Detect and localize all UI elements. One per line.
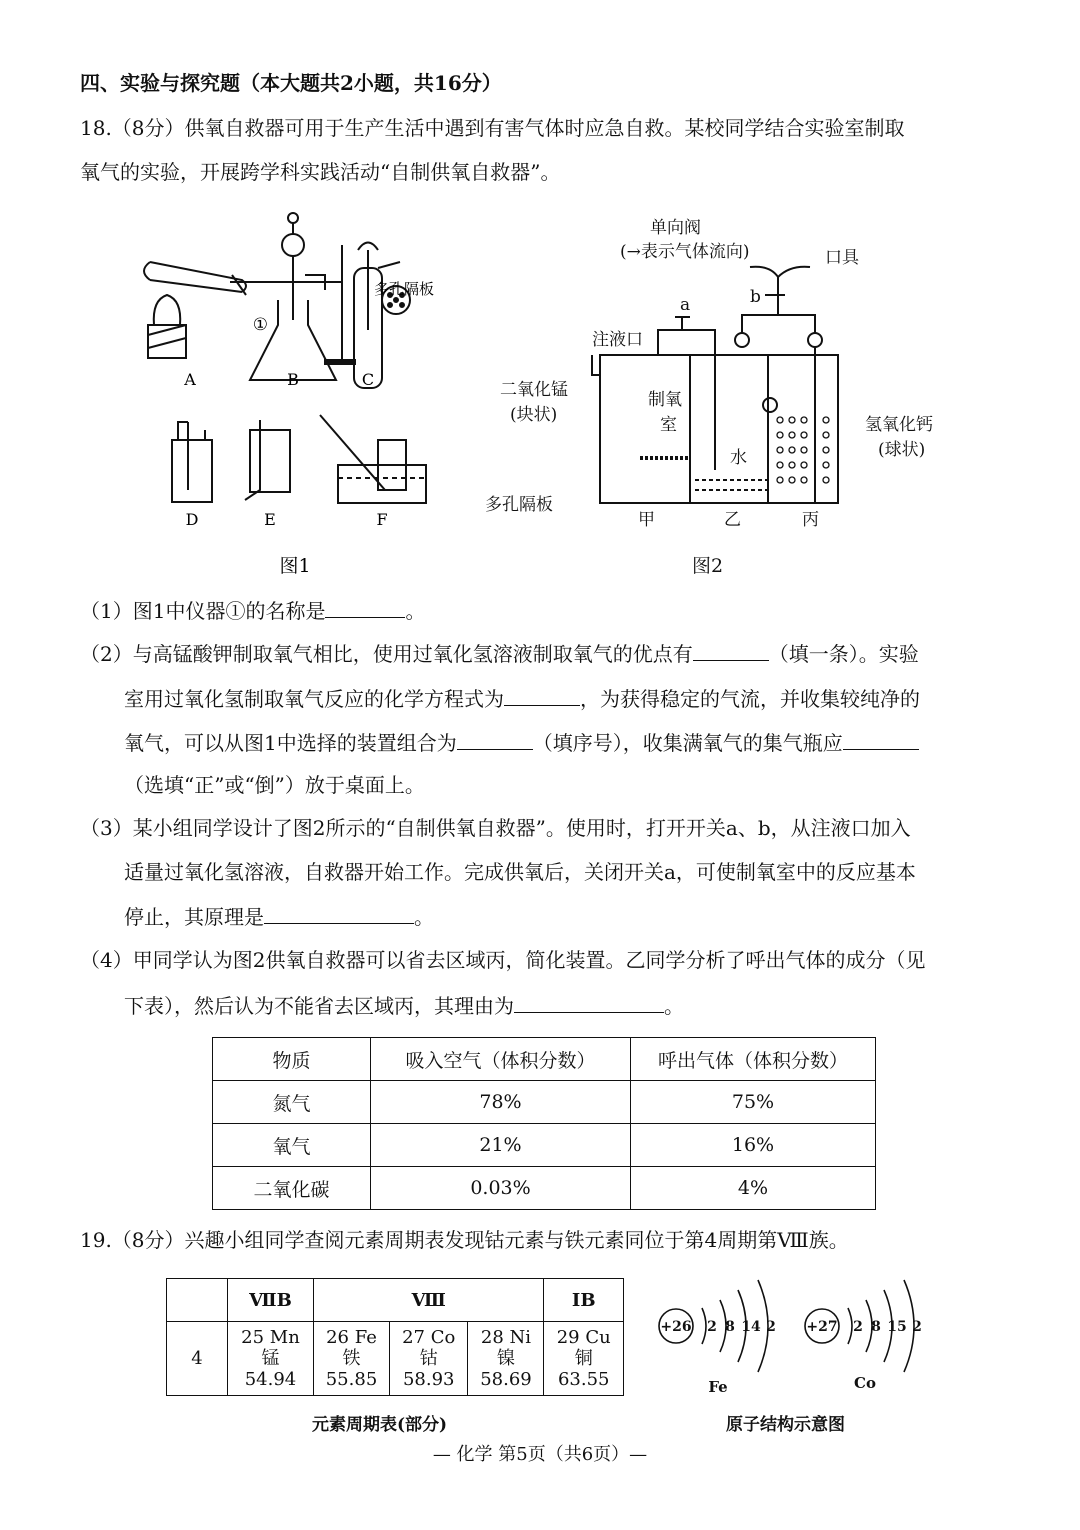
table-cell: 21% (371, 1124, 631, 1167)
table-cell: 78% (371, 1081, 631, 1124)
q19-intro: 19.（8分）兴趣小组同学查阅元素周期表发现钴元素与铁元素同位于第4周期第Ⅷ族。 (80, 1228, 849, 1252)
region-jia: 甲 (638, 510, 655, 530)
answer-blank[interactable] (514, 990, 664, 1013)
gas-jar-e (250, 430, 290, 492)
q18-intro-line1: 18.（8分）供氧自救器可用于生产生活中遇到有害气体时应急自救。某校同学结合实验室制取 (80, 116, 905, 140)
chamber-yi (690, 355, 768, 503)
fe-nucleus-charge: +26 (660, 1319, 692, 1335)
table-cell: 二氧化碳 (213, 1167, 371, 1210)
q18-part2-line4: （选填“正”或“倒”）放于桌面上。 (124, 773, 425, 797)
table-cell: 16% (631, 1124, 876, 1167)
atom-structure-diagrams (650, 1268, 940, 1398)
chamber-label-2: 室 (660, 415, 677, 435)
separatory-funnel (282, 234, 304, 256)
table-cell: 氮气 (213, 1081, 371, 1124)
table-header-row (213, 1038, 876, 1081)
co-shell-3: 15 (887, 1319, 907, 1335)
period-number: 4 (167, 1322, 228, 1396)
group-8: Ⅷ (313, 1279, 543, 1322)
group-header-row (167, 1279, 624, 1322)
caoh2-balls (777, 417, 829, 483)
caoh2-label: 氢氧化钙 (865, 415, 933, 435)
test-tube (150, 262, 246, 292)
q18-intro-line2: 氧气的实验，开展跨学科实践活动“自制供氧自救器”。 (80, 160, 561, 184)
co-shell-4: 2 (912, 1319, 922, 1335)
element-ni: 28 Ni 镍 58.69 (468, 1322, 544, 1396)
switch-b-label: b (750, 287, 761, 307)
water-label: 水 (730, 448, 747, 468)
blank-cell (167, 1279, 228, 1322)
section-heading: 四、实验与探究题（本大题共2小题，共16分） (80, 71, 502, 95)
table-cell: 0.03% (371, 1167, 631, 1210)
co-symbol: Co (854, 1374, 876, 1392)
mno2-form-label: (块状) (510, 405, 558, 425)
table-row (213, 1081, 876, 1124)
fig2-caption: 图2 (692, 555, 724, 577)
chamber-label-1: 制氧 (648, 390, 682, 410)
fig1-label-a: A (184, 370, 196, 389)
header-exhaled: 呼出气体（体积分数） (631, 1038, 876, 1081)
one-way-valve-2 (808, 333, 822, 347)
answer-blank[interactable] (457, 727, 533, 750)
element-cu: 29 Cu 铜 63.55 (544, 1322, 624, 1396)
fig1-porous-plate: 多孔隔板 (374, 280, 435, 298)
fig1-label-d: D (185, 510, 199, 529)
table-row (213, 1167, 876, 1210)
header-inhaled: 吸入空气（体积分数） (371, 1038, 631, 1081)
table-row (213, 1124, 876, 1167)
region-yi: 乙 (724, 510, 741, 530)
co-shell-2: 8 (871, 1319, 881, 1335)
page-footer: — 化学 第5页（共6页）— (432, 1444, 648, 1465)
q18-part3-line2: 适量过氧化氢溶液，自救器开始工作。完成供氧后，关闭开关a，可使制氧室中的反应基本 (124, 860, 916, 884)
fe-shell-3: 14 (741, 1319, 761, 1335)
table-cell: 氧气 (213, 1124, 371, 1167)
caoh2-form-label: (球状) (878, 440, 926, 460)
fig1-label-b: B (287, 370, 299, 389)
fig1-label-e: E (264, 510, 276, 529)
gas-composition-table (212, 1037, 876, 1210)
figure-1 (130, 200, 450, 590)
fe-shell-2: 8 (725, 1319, 735, 1335)
table-cell: 75% (631, 1081, 876, 1124)
inlet-label: 注液口 (592, 330, 643, 350)
answer-blank[interactable] (325, 595, 405, 618)
valve-note: (→表示气体流向) (620, 242, 750, 262)
period-row (167, 1322, 624, 1396)
valve-label: 单向阀 (650, 218, 701, 238)
fe-symbol: Fe (708, 1378, 728, 1396)
fe-shell-1: 2 (707, 1319, 717, 1335)
q18-part2-line2: 室用过氧化氢制取氧气反应的化学方程式为 ，为获得稳定的气流，并收集较纯净的 (124, 683, 920, 714)
region-bing: 丙 (802, 510, 819, 530)
instrument-1-label: ① (252, 315, 268, 335)
gas-jar-d (172, 440, 212, 502)
q18-part2-line1: （2）与高锰酸钾制取氧气相比，使用过氧化氢溶液制取氧气的优点有 （填一条）。实验 (80, 638, 919, 669)
figure-2 (480, 205, 960, 590)
periodic-caption: 元素周期表(部分) (312, 1415, 448, 1435)
group-1b: ⅠB (544, 1279, 624, 1322)
table-cell: 4% (631, 1167, 876, 1210)
one-way-valve-1 (735, 333, 749, 347)
q18-part4-line2: 下表），然后认为不能省去区域丙，其理由为 。 (124, 990, 684, 1021)
mouthpiece-label: 口具 (825, 248, 859, 268)
atom-caption: 原子结构示意图 (726, 1415, 845, 1435)
switch-a-label: a (680, 295, 691, 315)
co-nucleus-charge: +27 (806, 1319, 838, 1335)
q18-part3-line1: （3）某小组同学设计了图2所示的“自制供氧自救器”。使用时，打开开关a、b，从注液口加入 (80, 816, 911, 840)
q18-part4-line1: （4）甲同学认为图2供氧自救器可以省去区域丙，简化装置。乙同学分析了呼出气体的成分（见 (80, 948, 926, 972)
fig1-caption: 图1 (279, 555, 311, 577)
co-shell-1: 2 (853, 1319, 863, 1335)
answer-blank[interactable] (264, 901, 414, 924)
one-way-valve-3 (763, 398, 777, 412)
q18-part3-line3: 停止，其原理是 。 (124, 901, 434, 932)
answer-blank[interactable] (693, 638, 769, 661)
periodic-table-excerpt (166, 1278, 624, 1396)
group-7b: ⅦB (228, 1279, 314, 1322)
element-mn: 25 Mn 锰 54.94 (228, 1322, 314, 1396)
element-co: 27 Co 钴 58.93 (390, 1322, 468, 1396)
element-fe: 26 Fe 铁 55.85 (313, 1322, 389, 1396)
q18-part2-line3: 氧气，可以从图1中选择的装置组合为 （填序号），收集满氧气的集气瓶应 (124, 727, 919, 758)
mno2-label: 二氧化锰 (500, 380, 568, 400)
fig1-label-c: C (361, 370, 375, 389)
trough-f (338, 465, 426, 503)
plate-label: 多孔隔板 (485, 495, 553, 515)
fig1-label-f: F (376, 510, 388, 529)
fe-shell-4: 2 (766, 1319, 776, 1335)
answer-blank[interactable] (504, 683, 580, 706)
q18-part1: （1）图1中仪器①的名称是 。 (80, 595, 425, 626)
chamber-bing (768, 355, 838, 503)
header-substance: 物质 (213, 1038, 371, 1081)
answer-blank[interactable] (843, 727, 919, 750)
